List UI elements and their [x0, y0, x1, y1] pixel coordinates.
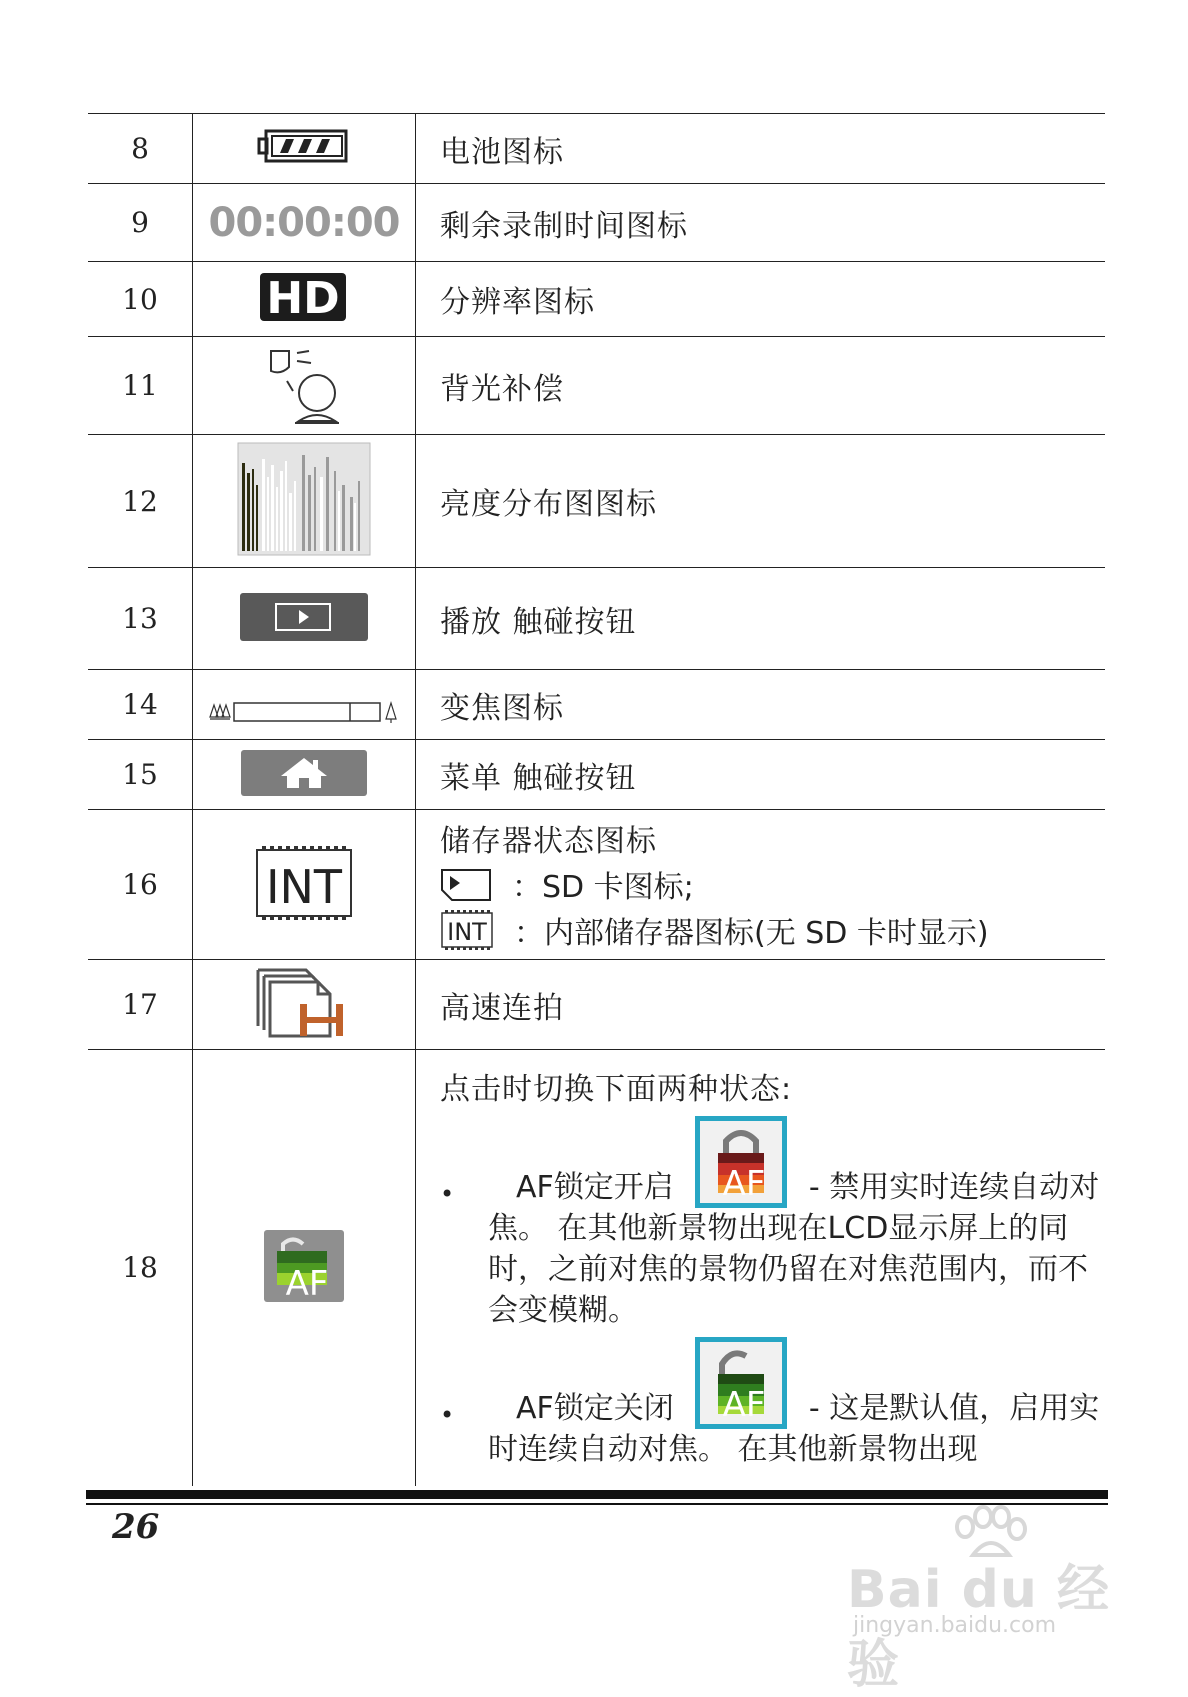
internal-memory-line	[440, 908, 1105, 952]
table-row	[88, 1050, 1105, 1486]
internal-memory-description: ：内部储存器图标(无 SD 卡时显示)	[514, 915, 989, 951]
sd-card-line	[440, 862, 1105, 906]
row-number: 14	[88, 670, 193, 740]
af-lock-on-icon	[695, 1116, 787, 1208]
sd-card-icon	[440, 866, 492, 902]
table-row	[88, 262, 1105, 337]
table-row	[88, 810, 1105, 960]
internal-memory-icon	[440, 909, 494, 951]
bullet-icon: •	[440, 1180, 455, 1208]
burst-shooting-icon	[254, 966, 354, 1040]
int-label: INT	[265, 859, 343, 914]
list-item	[440, 1116, 1105, 1331]
page-number: 26	[112, 1507, 160, 1547]
playback-button-icon[interactable]	[238, 591, 370, 643]
home-menu-button-icon[interactable]	[239, 748, 369, 798]
row-description: 变焦图标	[440, 690, 564, 726]
row-number: 15	[88, 740, 193, 810]
zoom-bar-icon	[206, 689, 402, 729]
recording-time-icon: 00:00:00	[208, 199, 400, 246]
row-description: 菜单 触碰按钮	[440, 760, 637, 796]
battery-icon	[256, 125, 352, 169]
table-row	[88, 435, 1105, 568]
backlight-compensation-icon	[259, 341, 349, 427]
row-number: 9	[88, 184, 193, 262]
watermark-brand: Bai du 经验	[847, 1560, 1110, 1695]
af-lock-on-description: - 禁用实时连续自动对焦。 在其他新景物出现在LCD显示屏上的同时，之前对焦的景物仍留在对焦范围内，而不会变模糊。	[488, 1170, 1100, 1328]
row-description: 电池图标	[440, 134, 564, 170]
row-description: 亮度分布图图标	[440, 487, 657, 522]
watermark	[845, 1505, 1125, 1695]
row-number: 10	[88, 262, 193, 337]
row-description: 分辨率图标	[440, 285, 595, 320]
af-lock-off-label: AF锁定关闭	[516, 1391, 674, 1426]
row-number: 11	[88, 337, 193, 435]
row-number: 16	[88, 810, 193, 960]
table-row	[88, 670, 1105, 740]
table-row	[88, 740, 1105, 810]
table-row	[88, 184, 1105, 262]
hd-label: HD	[266, 273, 340, 324]
int-label-small: INT	[447, 917, 487, 946]
row-description: 背光补偿	[440, 371, 564, 407]
af-lock-intro: 点击时切换下面两种状态:	[440, 1072, 793, 1107]
sd-card-description: ：SD 卡图标;	[512, 869, 694, 905]
af-lock-off-icon	[695, 1337, 787, 1429]
table-row	[88, 960, 1105, 1050]
row-description: 剩余录制时间图标	[440, 208, 688, 244]
histogram-icon	[236, 441, 372, 557]
row-description: 高速连拍	[440, 990, 564, 1026]
row-number: 18	[88, 1050, 193, 1486]
row-description: 播放 触碰按钮	[440, 604, 637, 640]
resolution-hd-icon	[256, 269, 352, 325]
storage-status-icon	[254, 845, 354, 921]
row-number: 13	[88, 568, 193, 670]
af-on-label: AF	[722, 1164, 766, 1203]
footer-rule	[86, 1490, 1108, 1499]
row-number: 8	[88, 114, 193, 184]
af-off-label: AF	[722, 1385, 766, 1424]
table-row	[88, 337, 1105, 435]
row-number: 17	[88, 960, 193, 1050]
af-lock-label: AF	[285, 1263, 329, 1303]
af-lock-off-description: - 这是默认值，启用实时连续自动对焦。 在其他新景物出现	[488, 1391, 1100, 1467]
watermark-site: jingyan.baidu.com	[853, 1613, 1057, 1638]
table-row	[88, 114, 1105, 184]
storage-status-title: 储存器状态图标	[440, 823, 657, 859]
row-number: 12	[88, 435, 193, 568]
table-row	[88, 568, 1105, 670]
af-lock-unlocked-icon[interactable]	[263, 1229, 345, 1303]
af-lock-on-label: AF锁定开启	[516, 1170, 674, 1205]
icon-table	[88, 113, 1105, 1486]
list-item	[440, 1337, 1105, 1470]
bullet-icon: •	[440, 1401, 455, 1429]
